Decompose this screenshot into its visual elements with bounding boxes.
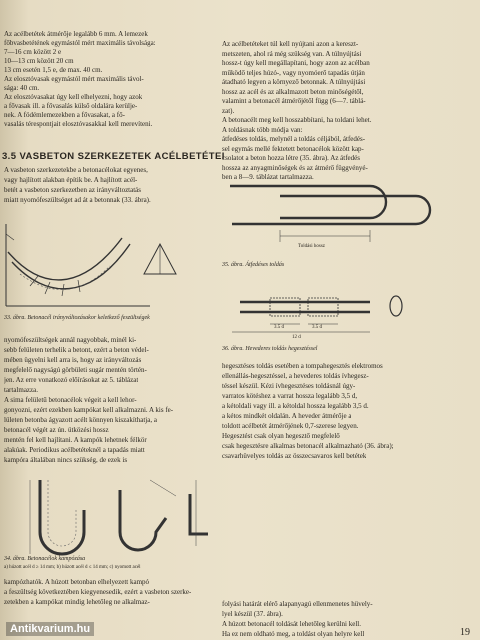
right-bottom-line: hegesztéses toldás esetében a tompahegesztés elektromos <box>222 362 383 370</box>
right-mid-line: A toldásnak több módja van: <box>222 125 303 134</box>
left-bottom-line: mében ügyelni kell arra is, hogy az irányváltozás <box>4 356 142 364</box>
page-number: 19 <box>460 627 470 638</box>
right-mid-line: átfedéses toldás, melynél a toldás céljából, átfedés- <box>222 135 366 143</box>
right-top-line: Az acélbetéteket túl kell nyújtani azon a kereszt- <box>222 40 359 48</box>
left-top-line: Az elosztóvasakat úgy kell elhelyezni, hogy azok <box>4 93 143 101</box>
left-bottom-line: megfelelő nagyságú görbületi sugár mentén történ- <box>4 366 147 374</box>
section-heading: 3.5 VASBETON SZERKEZETEK ACÉLBETÉTEI <box>2 151 225 162</box>
figure-33-drawing <box>0 214 212 326</box>
left-bottom-line: alakúak. Periodikus acélbetéteknél a tapadás miatt <box>4 446 145 454</box>
left-top-line: 13 cm esetén 1,5 e, de max. 40 cm. <box>4 66 103 74</box>
right-top-line: hossz az acél és az alkalmazott beton minőségétől, <box>222 87 364 96</box>
right-bottom-line: csak hegesztésre alkalmas betonacél alkalmazható (36. ábra); <box>222 442 394 450</box>
watermark: Antikvarium.hu <box>6 622 94 636</box>
right-top-line: működő teljes húzó-, vagy nyomóerő tapadás útján <box>222 68 365 77</box>
left-top-line: a fővasak ill. a fővasalás külső oldalára kerülje- <box>4 102 138 110</box>
left-bottom-line: nyomófeszültségek annál nagyobbak, minél ki- <box>4 336 137 344</box>
figure-36-caption: 36. ábra. Hevederes toldás hegesztéssel <box>222 346 318 352</box>
figure-34-caption: 34. ábra. Betonacélok kampózása <box>4 556 86 562</box>
right-final-line: folyási határát elérő alapanyagú ellenmenetes hüvely- <box>222 600 373 608</box>
left-bottom-line: jen. Az erre vonatkozó előírásokat az 5. táblázat <box>4 376 139 384</box>
figure-34-drawing <box>0 470 212 552</box>
left-bottom-line: lületen betonba ágyazott acélt könnyen kiszakíthatja, a <box>4 416 157 424</box>
right-bottom-line: ellenállás-hegesztéssel, a hevederes toldás ívhegesz- <box>222 372 369 380</box>
left-mid-line: A vasbeton szerkezetekbe a betonacélokat egyenes, <box>4 166 148 174</box>
right-top-line: valamint a betonacél átmérőjétől függ (6—7. táblá- <box>222 97 366 105</box>
right-mid-line: ben a 8—9. táblázat tartalmazza. <box>222 173 314 181</box>
left-bottom-line: gonyozni, ezért ezekben kampókat kell alkalmazni. A kis fe- <box>4 406 174 414</box>
figure-36-dim-1: 3.5 d <box>274 325 284 330</box>
right-bottom-line: téssel készül. Kézi ívhegesztéses toldásnál úgy- <box>222 382 356 390</box>
right-final-line: lyel készül (37. ábra). <box>222 610 283 618</box>
figure-36-dim-2: 3.5 d <box>312 325 322 330</box>
right-top-line: zat). <box>222 106 235 115</box>
right-bottom-line: Hegesztést csak olyan hegesztő megfelelő <box>222 432 340 440</box>
figure-35-caption: 35. ábra. Átfedéses toldás <box>222 262 285 268</box>
left-top-line: nek. A födémlemezekben a fővasakat, a fő- <box>4 111 125 119</box>
right-mid-line: csolatot a beton hozza létre (35. ábra). Az átfedés <box>222 154 360 162</box>
left-final-line: a feszültség következtében kiegyenesedik, ezért a vasbeton szerke- <box>4 588 192 596</box>
left-bottom-line: kampóra általában nincs szükség, de ezek is <box>4 456 128 464</box>
left-top-line: Az elosztóvasak egymástól mért maximális távol- <box>4 75 144 83</box>
right-top-line: átadható legyen a környező betonnak. A túlnyújtási <box>222 78 366 86</box>
right-bottom-line: varratos kötéshez a varrat hossza legalább 3,5 d, <box>222 392 358 400</box>
right-bottom-line: toldott acélbetét átmérőjének 0,7-szerese legyen. <box>222 422 359 430</box>
left-top-line: vasalás térespontjait elosztóvasakkal kell merevíteni. <box>4 120 153 128</box>
left-final-line: kampózhatók. A húzott betonban elhelyezett kampó <box>4 578 150 586</box>
right-bottom-line: a kétos mindkét oldalán. A heveder átmérője a <box>222 412 352 420</box>
left-mid-line: betét a vasbeton szerkezetben az irányváltoztatás <box>4 186 142 194</box>
left-bottom-line: mentén fel kell hajlítani. A kampók lehetnek félkör <box>4 436 147 444</box>
right-bottom-line: a kétoldali vagy ill. a kétoldal hossza legalább 3,5 d. <box>222 402 369 410</box>
figure-36-drawing <box>220 282 478 352</box>
figure-35-label: Toldási hossz <box>298 244 326 249</box>
left-bottom-line: tartalmazza. <box>4 386 39 394</box>
left-top-line: Az acélbetétek átmérője legalább 6 mm. A lemezek <box>4 30 148 38</box>
right-final-line: A húzott betonacél toldását lehetőleg kerülni kell. <box>222 620 361 628</box>
left-mid-line: miatt nyomófeszültséget ad át a betonnak (33. ábra). <box>4 196 151 204</box>
figure-36-dim-3: 12 d <box>292 335 301 340</box>
left-bottom-line: sebb felületen terhelik a betont, ezért a beton védel- <box>4 346 149 354</box>
right-top-line: metszeten, ahol rá még szükség van. A túlnyújtási <box>222 49 362 58</box>
left-top-line: főbvasbetétének egymástól mért maximális távolsága: <box>4 39 156 47</box>
left-top-line: 7—16 cm között 2 e <box>4 48 62 56</box>
right-final-line: Ha ez nem oldható meg, a toldást olyan helyre kell <box>222 630 365 638</box>
left-top-line: sága: 40 cm. <box>4 84 40 92</box>
left-top-line: 10—13 cm között 20 cm <box>4 57 74 65</box>
left-bottom-line: A sima felületű betonacélok végeit a kell lehor- <box>4 396 137 404</box>
right-top-line: hossz-t úgy kell megállapítani, hogy azon az acélban <box>222 59 370 67</box>
figure-33-caption: 33. ábra. Betonacél irányváltozásakor keletkező feszültségek <box>4 315 150 321</box>
left-mid-line: vagy hajlított alakban építik be. A hajlított acél- <box>4 176 138 184</box>
figure-34-subcaption: a) húzott acél d ≥ 14 mm; b) húzott acél d ≤ 14 mm; c) nyomott acél <box>4 565 141 570</box>
figure-35-drawing <box>220 174 478 264</box>
right-bottom-line: csavarhüvelyes toldás az összecsavaros kell betétek <box>222 452 367 460</box>
left-final-line: zetekben a kampókat mindig lehetőleg ne alkalmaz- <box>4 598 150 606</box>
right-mid-line: hossza az anyagminőségek és az átmérő függvényé- <box>222 163 368 172</box>
left-bottom-line: betonacél végét az ún. ütközési hossz <box>4 426 109 434</box>
right-mid-line: sel egymás mellé fektetett betonacélok között kap- <box>222 144 364 153</box>
right-mid-line: A betonacélt meg kell hosszabbítani, ha toldani lehet. <box>222 116 372 124</box>
